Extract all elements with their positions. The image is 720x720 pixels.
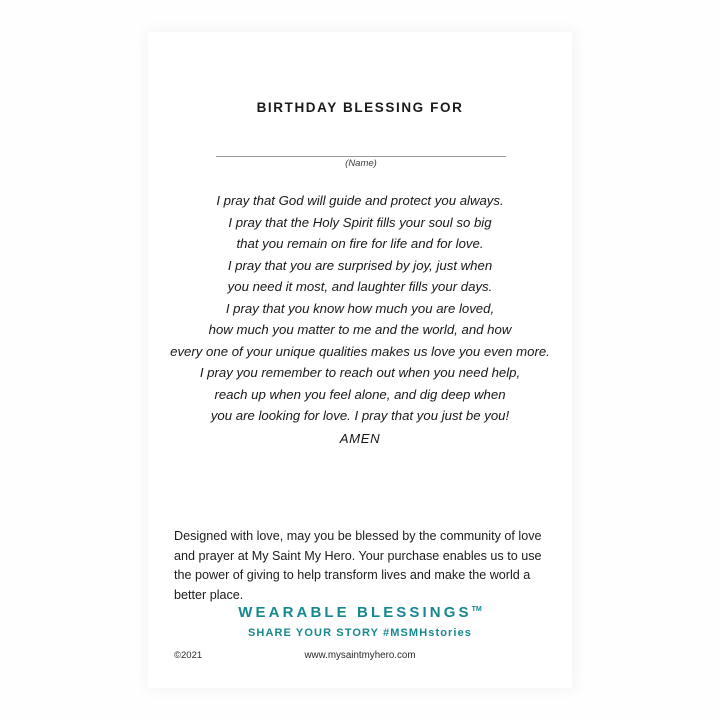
prayer-line: reach up when you feel alone, and dig deep when bbox=[214, 386, 506, 402]
prayer-line: you need it most, and laughter fills your days. bbox=[227, 279, 493, 294]
brand-block bbox=[148, 604, 572, 639]
trademark-icon: TM bbox=[471, 606, 482, 613]
greeting-card bbox=[148, 32, 572, 688]
prayer-line: I pray you remember to reach out when you need help, bbox=[199, 365, 521, 380]
brand-hashtag: #MSMHstories bbox=[383, 627, 473, 639]
copyright-text: ©2021 bbox=[174, 650, 203, 661]
prayer-line: every one of your unique qualities makes us love you even more. bbox=[170, 343, 550, 359]
prayer-line: that you remain on fire for life and for love. bbox=[236, 236, 484, 251]
prayer-line: I pray that you are surprised by joy, just when bbox=[227, 257, 493, 273]
designed-with-love-text: Designed with love, may you be blessed by the community of love and prayer at My Saint My Hero. Your purchase enables us to use the power of giving to help transform lives and make the world a better place. bbox=[174, 529, 542, 602]
prayer-text bbox=[154, 190, 566, 449]
name-caption: (Name) bbox=[345, 158, 377, 169]
brand-tagline-row bbox=[148, 627, 572, 639]
prayer-line: you are looking for love. I pray that you just be you! bbox=[210, 408, 510, 423]
prayer-line: I pray that the Holy Spirit fills your soul so big bbox=[228, 214, 492, 230]
name-write-in-line bbox=[216, 156, 506, 157]
brand-name bbox=[238, 604, 481, 621]
brand-name-text: WEARABLE BLESSINGS bbox=[238, 604, 472, 621]
website-text: www.mysaintmyhero.com bbox=[304, 650, 416, 661]
prayer-line: how much you matter to me and the world, and how bbox=[208, 322, 512, 337]
page-title: BIRTHDAY BLESSING FOR bbox=[256, 100, 464, 115]
prayer-line: I pray that God will guide and protect you always. bbox=[216, 193, 504, 208]
brand-tagline: SHARE YOUR STORY bbox=[247, 627, 379, 639]
prayer-amen: AMEN bbox=[339, 430, 381, 446]
prayer-line: I pray that you know how much you are loved, bbox=[225, 300, 495, 316]
